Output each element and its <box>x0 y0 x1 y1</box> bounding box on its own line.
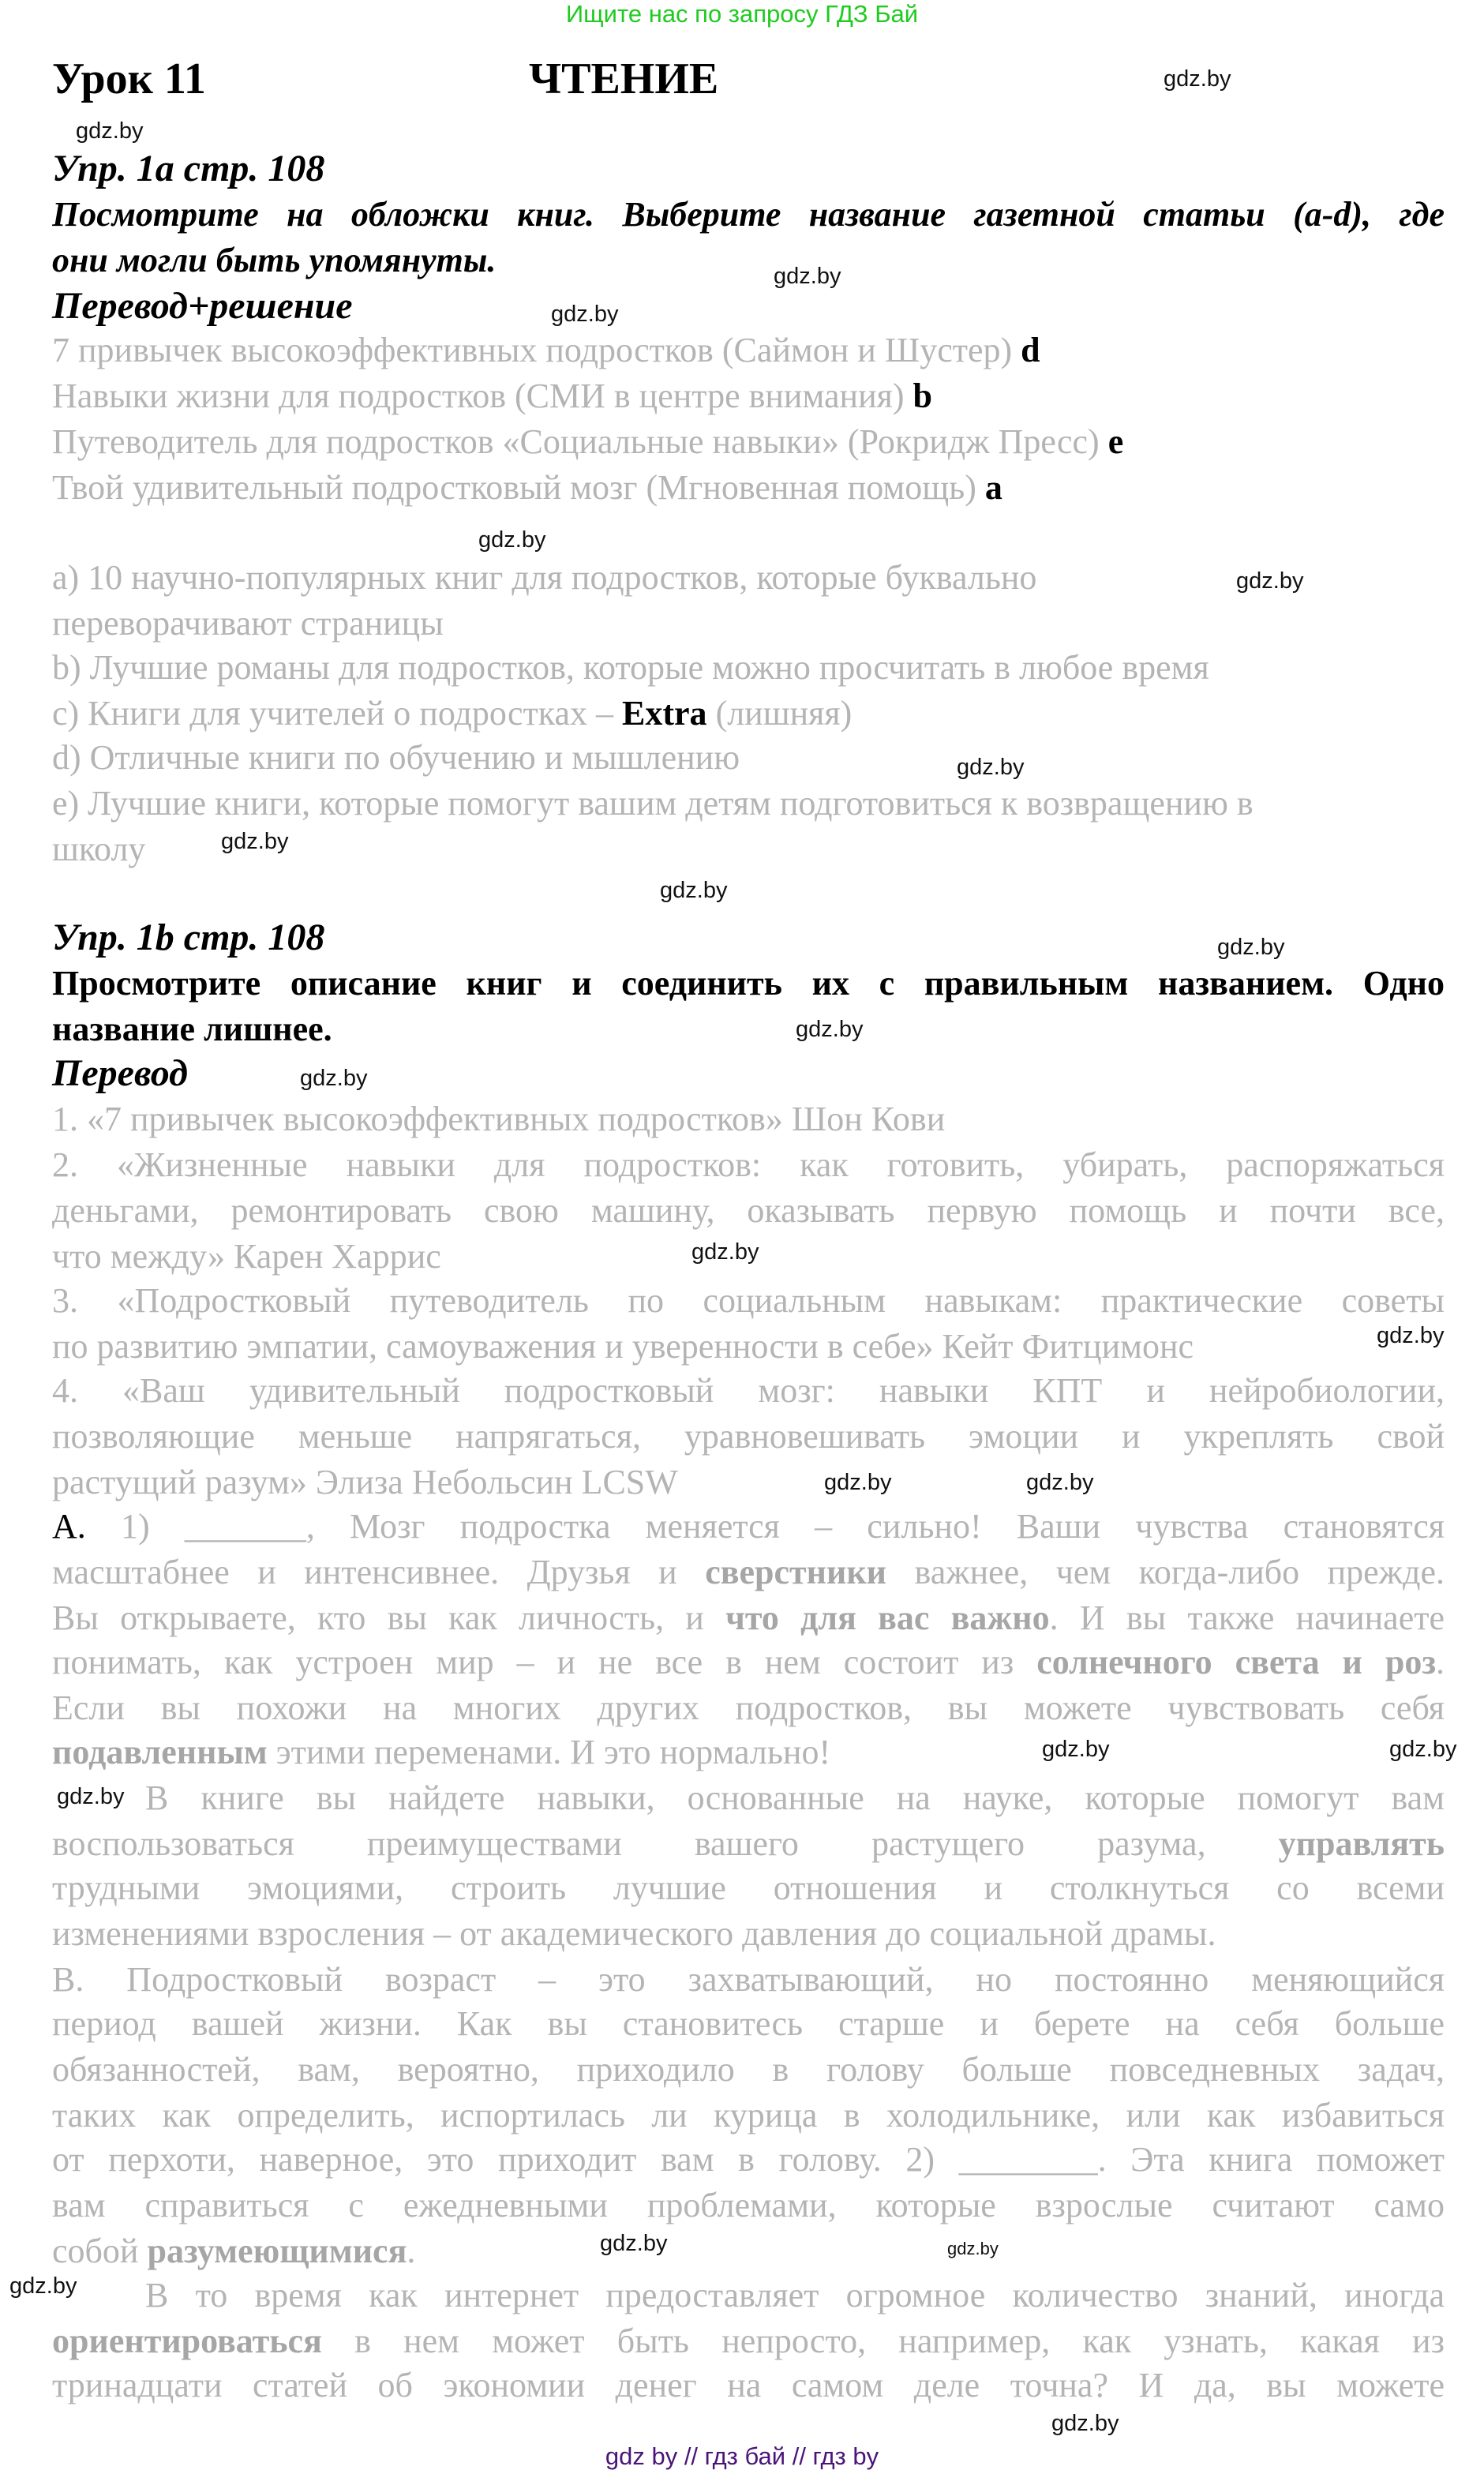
answer-text: Extra <box>622 694 707 733</box>
text-line <box>52 283 1445 328</box>
text-line <box>52 1368 1445 1413</box>
text-segment: тринадцати статей об экономии денег на самом деле точна? И да, вы можете <box>52 2366 1445 2404</box>
watermark-text: gdz.by <box>957 755 1025 780</box>
text-segment: важнее, чем когда-либо прежде. <box>886 1553 1445 1591</box>
text-line <box>52 419 1445 464</box>
text-line <box>52 601 1445 646</box>
text-line <box>52 781 1445 826</box>
text-segment: ориентироваться <box>52 2322 322 2360</box>
text-line <box>52 1640 1445 1685</box>
text-line <box>52 1550 1445 1595</box>
watermark-text: gdz.by <box>300 1066 368 1091</box>
watermark-text: gdz.by <box>9 2273 77 2299</box>
footer-links[interactable]: gdz by // гдз бай // гдз by <box>605 2442 879 2470</box>
text-line <box>52 1278 1445 1323</box>
text-segment: от перхоти, наверное, это приходит вам в голову. 2) ________. Эта книга поможет <box>52 2140 1445 2179</box>
text-segment: в нем может быть непросто, например, как узнать, какая из <box>321 2322 1445 2360</box>
text-line <box>52 1730 1445 1775</box>
text-segment: изменениями взросления – от академического давления до социальной драмы. <box>52 1914 1216 1953</box>
text-line <box>52 1188 1445 1233</box>
watermark-text: gdz.by <box>660 878 728 903</box>
exercise-heading: Упр. 1a стр. 108 <box>52 148 325 189</box>
text-segment: . <box>407 2232 416 2270</box>
text-line <box>52 1504 1445 1549</box>
text-segment: Путеводитель для подростков «Социальные навыки» (Рокридж Пресс) <box>52 422 1108 461</box>
text-segment: обязанностей, вам, вероятно, приходило в голову больше повседневных задач, <box>52 2050 1445 2089</box>
text-line <box>52 2137 1445 2182</box>
text-segment: масштабнее и интенсивнее. Друзья и <box>52 1553 706 1591</box>
watermark-text: gdz.by <box>478 527 546 553</box>
text-segment: разумеющимися <box>147 2232 407 2270</box>
watermark-text: gdz.by <box>1217 935 1285 960</box>
text-segment: 1. «7 привычек высокоэффективных подростков» Шон Кови <box>52 1100 946 1138</box>
text-segment: этими переменами. И это нормально! <box>267 1733 831 1771</box>
text-segment: 7 привычек высокоэффективных подростков (Саймон и Шустер) <box>52 331 1021 369</box>
text-segment: Посмотрите на обложки книг. Выберите название газетной статьи (a-d), где <box>52 195 1445 234</box>
text-segment: трудными эмоциями, строить лучшие отношения и столкнуться со всеми <box>52 1868 1445 1907</box>
answer-text: b <box>913 377 933 415</box>
text-line <box>52 961 1445 1006</box>
watermark-text: gdz.by <box>1164 66 1231 92</box>
text-line <box>52 2363 1445 2408</box>
watermark-text: gdz.by <box>76 118 144 144</box>
text-segment: d) Отличные книги по обучению и мышлению <box>52 738 740 777</box>
text-segment: таких как определить, испортилась ли курица в холодильнике, или как избавиться <box>52 2096 1445 2135</box>
text-line <box>52 1414 1445 1459</box>
text-segment: . И вы также начинаете <box>1049 1599 1445 1637</box>
text-segment: школу <box>52 830 146 868</box>
watermark-text: gdz.by <box>691 1239 759 1265</box>
text-segment: деньгами, ремонтировать свою машину, оказывать первую помощь и почти все, <box>52 1191 1445 1230</box>
watermark-text: gdz.by <box>57 1784 125 1809</box>
text-segment: a) 10 научно-популярных книг для подростков, которые буквально <box>52 558 1037 597</box>
watermark-text: gdz.by <box>1377 1323 1445 1348</box>
watermark-text: gdz.by <box>1389 1737 1457 1762</box>
text-line <box>52 1142 1445 1187</box>
watermark-text: gdz.by <box>1042 1737 1110 1762</box>
text-line <box>52 1460 1445 1505</box>
text-segment: название лишнее. <box>52 1010 332 1048</box>
text-line <box>52 691 1445 736</box>
text-segment: что между» Карен Харрис <box>52 1237 441 1276</box>
text-line <box>52 328 1445 373</box>
text-line <box>52 1096 1445 1141</box>
watermark-text: gdz.by <box>774 264 841 289</box>
text-line <box>52 1865 1445 1910</box>
text-line <box>145 2273 1445 2318</box>
text-segment: Вы открываете, кто вы как личность, и <box>52 1599 726 1637</box>
text-segment: Твой удивительный подростковый мозг (Мгновенная помощь) <box>52 468 985 507</box>
text-line <box>52 465 1445 510</box>
text-line <box>52 146 1445 191</box>
text-segment: управлять <box>1278 1824 1445 1863</box>
text-line <box>52 2228 1445 2273</box>
text-segment: 4. «Ваш удивительный подростковый мозг: навыки КПТ и нейробиологии, <box>52 1371 1445 1410</box>
text-segment: e) Лучшие книги, которые помогут вашим детям подготовиться к возвращению в <box>52 784 1254 823</box>
text-segment: переворачивают страницы <box>52 604 444 643</box>
watermark-text: gdz.by <box>1026 1470 1094 1495</box>
text-segment: 3. «Подростковый путеводитель по социальным навыкам: практические советы <box>52 1281 1445 1320</box>
text-line <box>52 735 1445 780</box>
watermark-text: gdz.by <box>824 1470 892 1495</box>
text-segment: период вашей жизни. Как вы становитесь старше и берете на себя больше <box>52 2004 1445 2043</box>
watermark-text: gdz.by <box>221 829 289 854</box>
text-segment: 2. «Жизненные навыки для подростков: как готовить, убирать, распоряжаться <box>52 1145 1445 1184</box>
text-segment: c) Книги для учителей о подростках – <box>52 694 623 733</box>
text-line <box>52 238 1445 283</box>
text-segment: b) Лучшие романы для подростков, которые можно просчитать в любое время <box>52 648 1209 687</box>
text-line <box>52 373 1445 418</box>
text-segment: В то время как интернет предоставляет огромное количество знаний, иногда <box>145 2276 1445 2314</box>
text-segment: по развитию эмпатии, самоуважения и уверенности в себе» Кейт Фитцимонс <box>52 1327 1194 1366</box>
watermark-text: gdz.by <box>1051 2411 1119 2436</box>
text-segment: воспользоваться преимуществами вашего растущего разума, <box>52 1824 1279 1863</box>
text-line <box>52 1957 1445 2002</box>
watermark-text: gdz.by <box>1236 568 1304 594</box>
text-segment: сверстники <box>705 1553 887 1591</box>
search-banner[interactable]: Ищите нас по запросу ГДЗ Бай <box>565 0 919 28</box>
text-segment: солнечного света и роз <box>1036 1643 1436 1681</box>
text-segment: (лишняя) <box>706 694 853 733</box>
text-line <box>52 1685 1445 1730</box>
text-line <box>52 2318 1445 2363</box>
text-segment: В книге вы найдете навыки, основанные на науке, которые помогут вам <box>145 1778 1445 1817</box>
text-segment: Если вы похожи на многих других подростков, вы можете чувствовать себя <box>52 1689 1445 1727</box>
text-line <box>52 1051 1445 1096</box>
text-line <box>52 2047 1445 2092</box>
answer-text: e <box>1107 422 1124 461</box>
watermark-text: gdz.by <box>796 1017 864 1042</box>
watermark-text: gdz.by <box>600 2231 668 2256</box>
text-segment: 1) _______, Мозг подростка меняется – сильно! Ваши чувства становятся <box>85 1507 1445 1546</box>
text-segment: что для вас важно <box>725 1599 1050 1637</box>
text-segment: понимать, как устроен мир – и не все в нем состоит из <box>52 1643 1037 1681</box>
exercise-heading: Перевод <box>52 1052 188 1094</box>
text-line <box>52 2183 1445 2228</box>
text-line <box>145 1775 1445 1820</box>
text-line <box>52 2001 1445 2046</box>
watermark-text: gdz.by <box>551 302 619 327</box>
text-line <box>52 192 1445 237</box>
text-segment: позволяющие меньше напрягаться, уравновешивать эмоции и укреплять свой <box>52 1417 1445 1456</box>
text-line <box>52 1324 1445 1369</box>
text-segment: A. <box>52 1507 86 1546</box>
text-line <box>52 1821 1445 1866</box>
text-segment: они могли быть упомянуты. <box>52 241 497 279</box>
text-segment: вам справиться с ежедневными проблемами, которые взрослые считают само <box>52 2186 1445 2225</box>
text-segment: B. Подростковый возраст – это захватывающий, но постоянно меняющийся <box>52 1960 1445 1999</box>
text-segment: . <box>1436 1643 1445 1681</box>
text-line <box>52 2093 1445 2138</box>
lesson-title: Урок 11 <box>52 54 206 103</box>
text-segment: растущий разум» Элиза Небольсин LCSW <box>52 1463 678 1501</box>
text-line <box>52 1595 1445 1640</box>
text-segment: Навыки жизни для подростков (СМИ в центре внимания) <box>52 377 913 415</box>
watermark-text: gdz.by <box>947 2239 999 2258</box>
text-line <box>52 1006 1445 1051</box>
text-segment: подавленным <box>52 1733 268 1771</box>
text-line <box>52 1911 1445 1956</box>
exercise-heading: Перевод+решение <box>52 285 353 327</box>
text-line <box>52 645 1445 690</box>
exercise-heading: Упр. 1b стр. 108 <box>52 916 325 958</box>
answer-text: a <box>984 468 1002 507</box>
text-segment: Просмотрите описание книг и соединить их с правильным названием. Одно <box>52 964 1445 1003</box>
text-segment: собой <box>52 2232 148 2270</box>
answer-text: d <box>1021 331 1040 369</box>
section-title: ЧТЕНИЕ <box>529 54 719 103</box>
